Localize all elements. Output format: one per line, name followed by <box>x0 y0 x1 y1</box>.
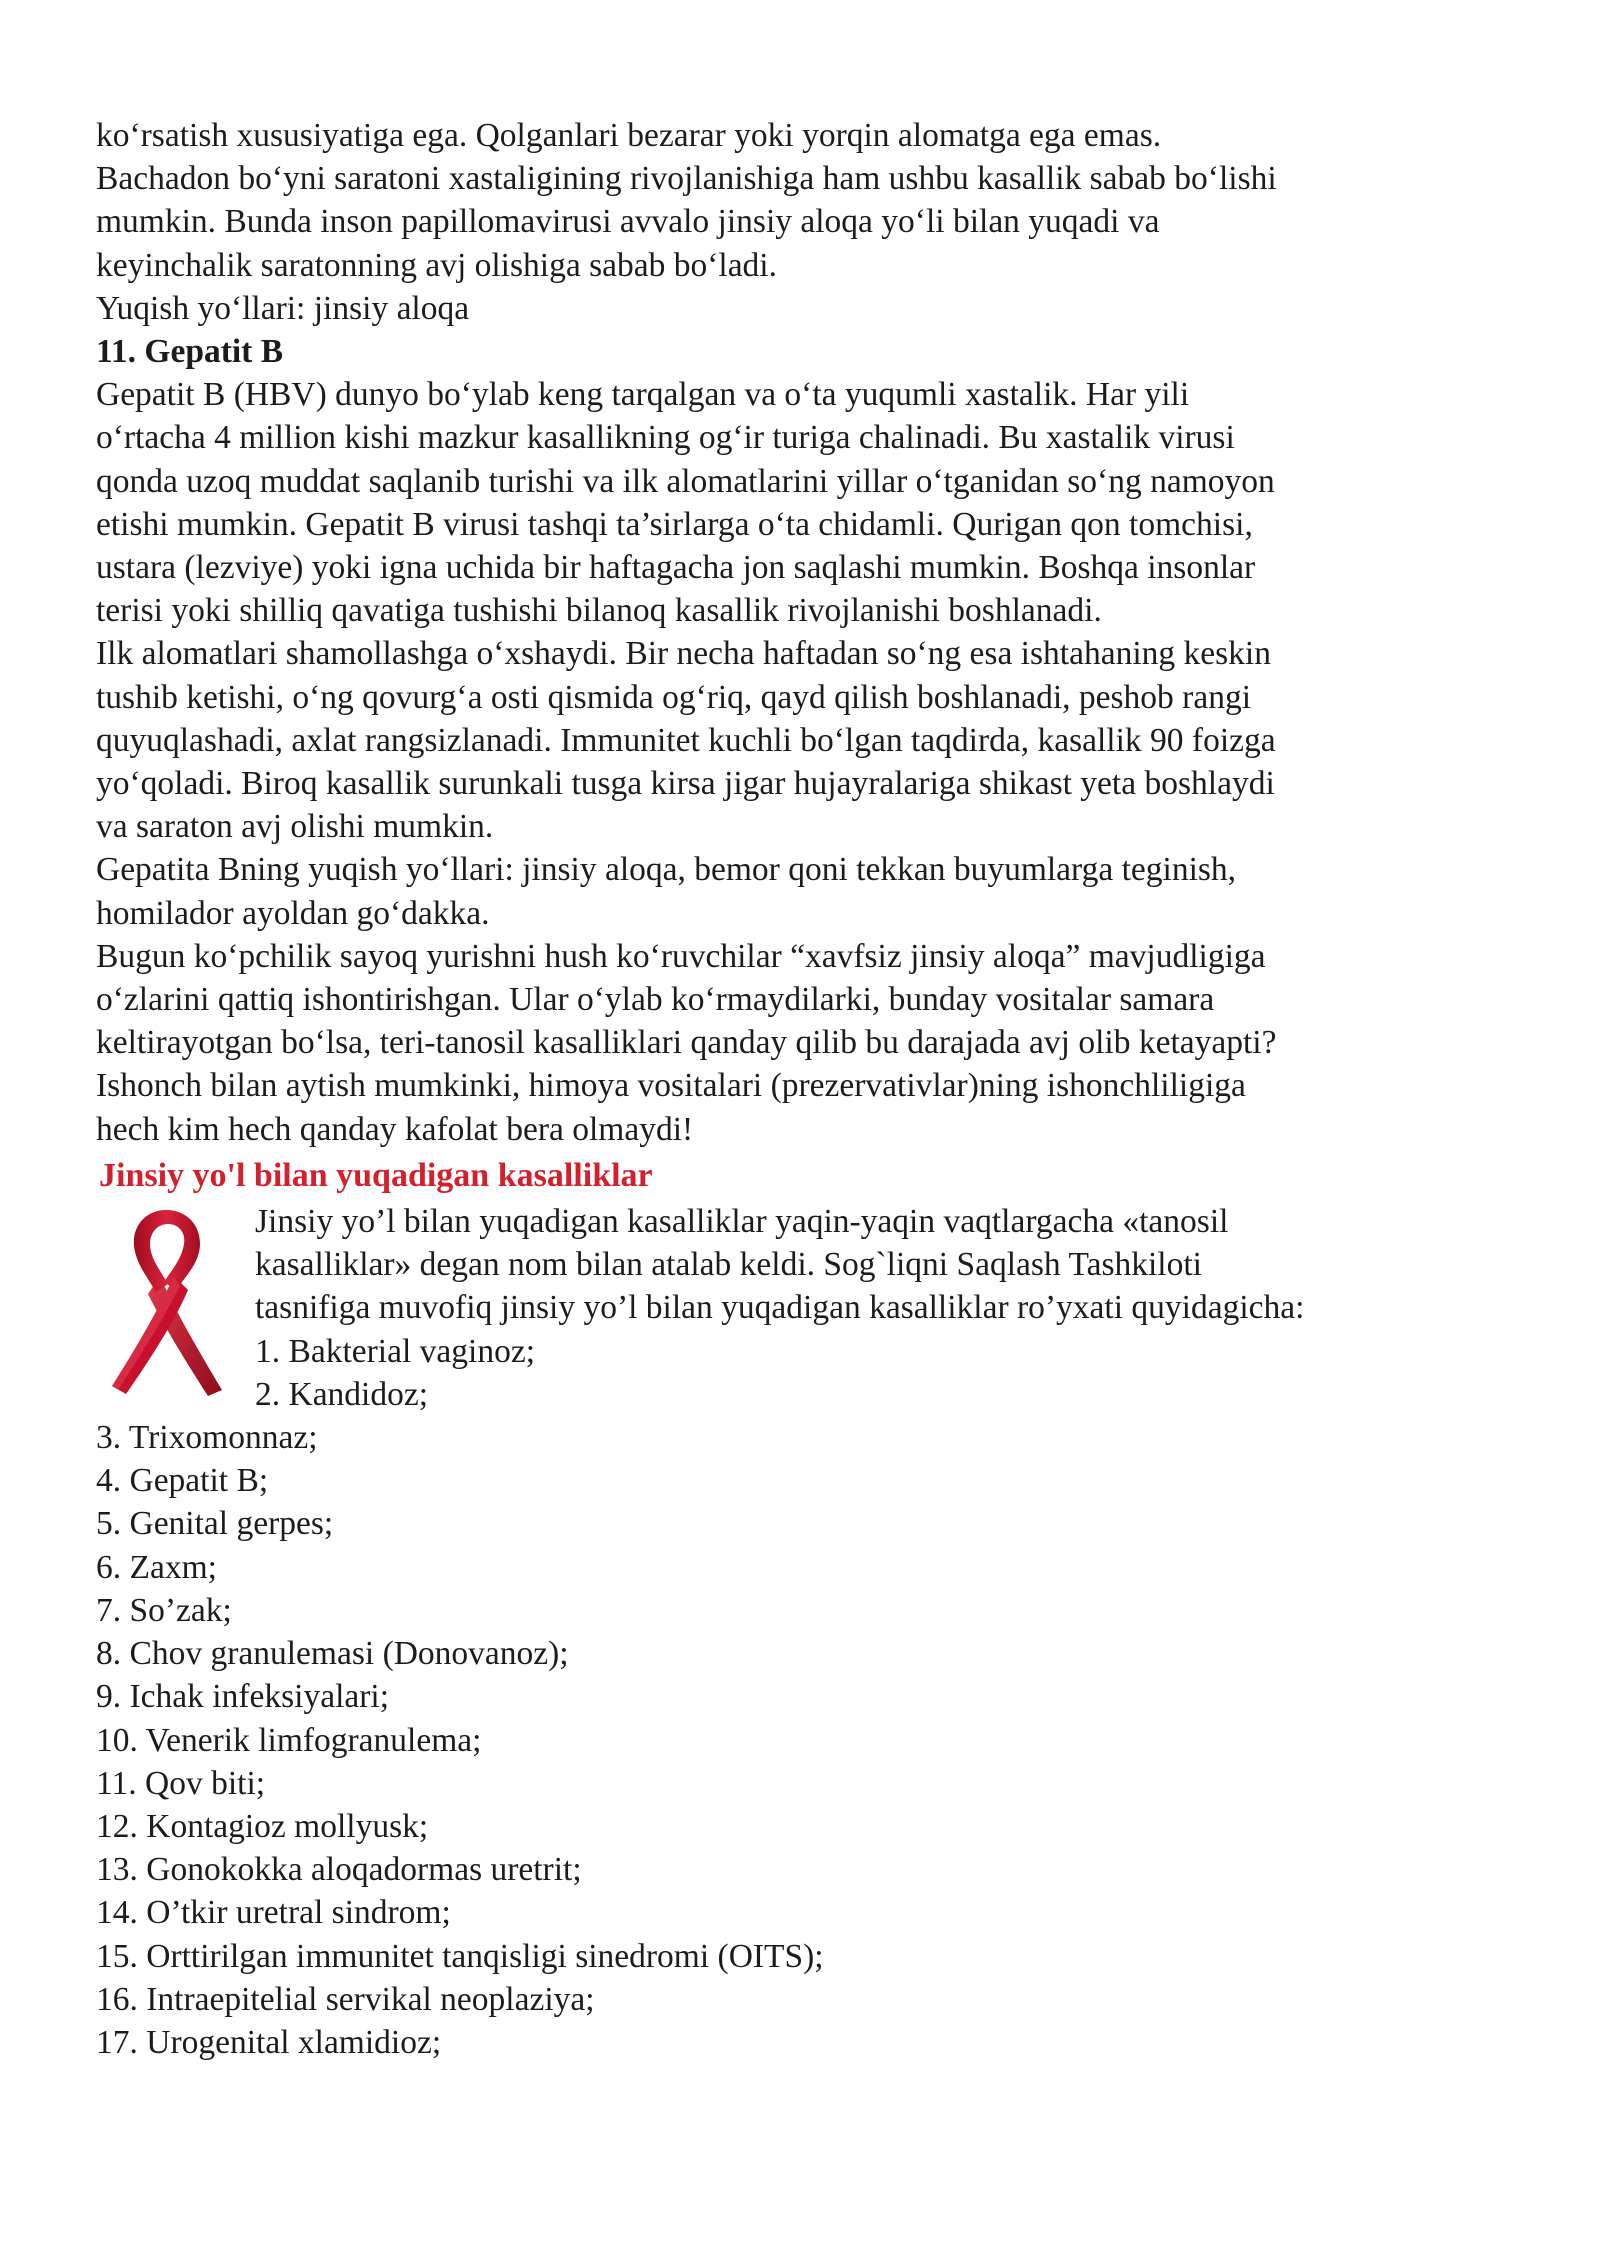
text-line: hech kim hech qanday kafolat bera olmaydi! <box>96 1110 694 1148</box>
text-line: Gepatit B (HBV) dunyo bo‘ylab keng tarqalgan va o‘ta yuqumli xastalik. Har yili <box>96 376 1190 414</box>
intro-text <box>255 1200 1304 1416</box>
text-line: tasnifiga muvofiq jinsiy yo’l bilan yuqadigan kasalliklar ro’yxati quyidagicha: <box>255 1289 1305 1327</box>
list-item: 4. Gepatit B; <box>96 1462 269 1500</box>
text-line: keltirayotgan bo‘lsa, teri-tanosil kasalliklari qanday qilib bu darajada avj olib ketayapti? <box>96 1024 1277 1062</box>
list-item: 1. Bakterial vaginoz; <box>255 1332 536 1370</box>
disease-list <box>96 1416 1516 2064</box>
text-line: Gepatita Bning yuqish yo‘llari: jinsiy aloqa, bemor qoni tekkan buyumlarga teginish, <box>96 851 1237 889</box>
text-line: homilador ayoldan go‘dakka. <box>96 894 490 932</box>
text-line: kasalliklar» degan nom bilan atalab keldi. Sog`liqni Saqlash Tashkiloti <box>255 1246 1202 1284</box>
text-line: tushib ketishi, o‘ng qovurg‘a osti qismida og‘riq, qayd qilish boshlanadi, peshob rangi <box>96 678 1252 716</box>
text-line: Ishonch bilan aytish mumkinki, himoya vositalari (prezervativlar)ning ishonchliligiga <box>96 1067 1246 1105</box>
list-item: 14. O’tkir uretral sindrom; <box>96 1894 451 1932</box>
text-line: va saraton avj olishi mumkin. <box>96 808 494 846</box>
red-ribbon-icon <box>108 1206 226 1398</box>
list-item: 15. Orttirilgan immunitet tanqisligi sinedromi (OITS); <box>96 1937 824 1975</box>
list-item: 9. Ichak infeksiyalari; <box>96 1678 390 1716</box>
list-item: 3. Trixomonnaz; <box>96 1419 318 1457</box>
text-line: Ilk alomatlari shamollashga o‘xshaydi. Bir necha haftadan so‘ng esa ishtahaning keskin <box>96 635 1271 673</box>
list-item: 12. Kontagioz mollyusk; <box>96 1807 429 1845</box>
text-line: o‘zlarini qattiq ishontirishgan. Ular o‘ylab ko‘rmaydilarki, bunday vositalar samara <box>96 981 1215 1019</box>
list-item: 11. Qov biti; <box>96 1764 266 1802</box>
document-page <box>96 114 1516 2064</box>
text-line: qonda uzoq muddat saqlanib turishi va ilk alomatlarini yillar o‘tganidan so‘ng namoyon <box>96 462 1275 500</box>
text-line: etishi mumkin. Gepatit B virusi tashqi ta’sirlarga o‘ta chidamli. Qurigan qon tomchisi, <box>96 505 1253 543</box>
text-line: yo‘qoladi. Biroq kasallik surunkali tusga kirsa jigar hujayralariga shikast yeta boshlaydi <box>96 765 1275 803</box>
paragraph-hpv <box>96 114 1516 330</box>
text-line: Yuqish yo‘llari: jinsiy aloqa <box>96 289 470 327</box>
section-heading: 11. Gepatit B <box>96 333 284 371</box>
list-item: 13. Gonokokka aloqadormas uretrit; <box>96 1851 582 1889</box>
text-line: mumkin. Bunda inson papillomavirusi avvalo jinsiy aloqa yo‘li bilan yuqadi va <box>96 203 1160 241</box>
intro-block <box>96 1200 1516 1416</box>
text-line: Jinsiy yo’l bilan yuqadigan kasalliklar yaqin-yaqin vaqtlargacha «tanosil <box>255 1203 1229 1241</box>
paragraph-hepatitis-b <box>96 373 1516 1151</box>
text-line: terisi yoki shilliq qavatiga tushishi bilanoq kasallik rivojlanishi boshlanadi. <box>96 592 1102 630</box>
list-item: 17. Urogenital xlamidioz; <box>96 2023 442 2061</box>
text-line: Bachadon bo‘yni saratoni xastaligining rivojlanishiga ham ushbu kasallik sabab bo‘lishi <box>96 160 1277 198</box>
text-line: quyuqlashadi, axlat rangsizlanadi. Immunitet kuchli bo‘lgan taqdirda, kasallik 90 foizga <box>96 721 1276 759</box>
text-line: ko‘rsatish xususiyatiga ega. Qolganlari bezarar yoki yorqin alomatga ega emas. <box>96 117 1162 154</box>
list-item: 2. Kandidoz; <box>255 1375 429 1413</box>
list-item: 16. Intraepitelial servikal neoplaziya; <box>96 1980 595 2018</box>
list-item: 5. Genital gerpes; <box>96 1505 334 1543</box>
list-item: 10. Venerik limfogranulema; <box>96 1721 482 1759</box>
text-line: ustara (lezviye) yoki igna uchida bir haftagacha jon saqlashi mumkin. Boshqa insonlar <box>96 549 1256 587</box>
text-line: keyinchalik saratonning avj olishiga sabab bo‘ladi. <box>96 246 777 284</box>
red-section-heading: Jinsiy yo'l bilan yuqadigan kasalliklar <box>99 1156 653 1194</box>
text-line: Bugun ko‘pchilik sayoq yurishni hush ko‘ruvchilar “xavfsiz jinsiy aloqa” mavjudligiga <box>96 937 1266 975</box>
text-line: o‘rtacha 4 million kishi mazkur kasallikning og‘ir turiga chalinadi. Bu xastalik virusi <box>96 419 1235 457</box>
list-item: 7. So’zak; <box>96 1591 232 1629</box>
list-item: 6. Zaxm; <box>96 1548 217 1586</box>
list-item: 8. Chov granulemasi (Donovanoz); <box>96 1635 569 1673</box>
